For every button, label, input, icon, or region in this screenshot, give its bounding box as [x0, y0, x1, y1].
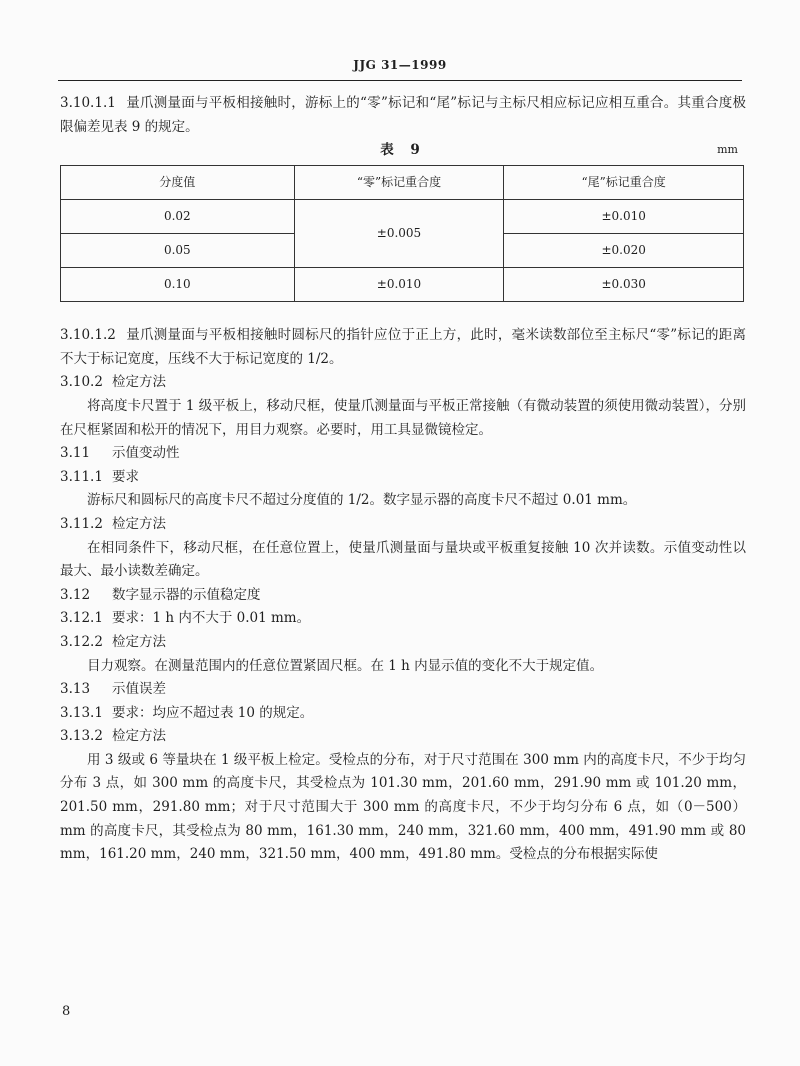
- heading-title: 检定方法: [112, 374, 166, 391]
- page-number: 8: [62, 1004, 71, 1019]
- heading-3-11: [60, 442, 746, 466]
- heading-title: 检定方法: [112, 515, 166, 532]
- section-number: 3.13.2: [60, 728, 103, 745]
- paragraph-body: 游标尺和圆标尺的高度卡尺不超过分度值的 1/2。数字显示器的高度卡尺不超过 0.01 mm。: [87, 492, 637, 509]
- section-number: 3.11.2: [60, 515, 103, 532]
- section-number: 3.12: [60, 586, 91, 603]
- table-cell: ±0.010: [294, 268, 504, 302]
- section-number: 3.10.2: [60, 374, 103, 391]
- heading-3-12-2: [60, 631, 746, 655]
- heading-3-12-1: [60, 607, 746, 631]
- section-number: 3.11: [60, 445, 91, 462]
- heading-3-12: [60, 584, 746, 608]
- page-content: [60, 92, 746, 867]
- heading-3-11-2: [60, 513, 746, 537]
- table-row: [61, 268, 744, 302]
- section-number: 3.13: [60, 681, 91, 698]
- heading-title: 要求：均应不超过表 10 的规定。: [112, 704, 314, 721]
- paragraph-text: 量爪测量面与平板相接触时，游标上的“零”标记和“尾”标记与主标尺相应标记应相互重合。其重合度极限偏差见表 9 的规定。: [60, 95, 746, 135]
- section-number: 3.13.1: [60, 704, 103, 721]
- table-row: [61, 200, 744, 234]
- paragraph-3-10-1-2: [60, 324, 746, 371]
- table-cell: ±0.020: [504, 234, 744, 268]
- section-number: 3.11.1: [60, 468, 103, 485]
- heading-title: 检定方法: [112, 728, 166, 745]
- table-header-cell: “尾”标记重合度: [504, 166, 744, 200]
- paragraph-body: 在相同条件下，移动尺框，在任意位置上，使量爪测量面与量块或平板重复接触 10 次并读数。示值变动性以最大、最小读数差确定。: [60, 539, 746, 580]
- paragraph-text: 量爪测量面与平板相接触时圆标尺的指针应位于正上方，此时，毫米读数部位至主标尺“零”标记的距离不大于标记宽度，压线不大于标记宽度的 1/2。: [60, 327, 746, 367]
- document-code: JJG 31—1999: [353, 58, 447, 72]
- table-header-row: [61, 166, 744, 200]
- table-9-caption-row: [60, 139, 746, 161]
- table-header-cell: “零”标记重合度: [294, 166, 504, 200]
- heading-title: 示值变动性: [112, 445, 180, 462]
- heading-title: 要求: [112, 468, 139, 485]
- section-number: 3.12.1: [60, 610, 103, 627]
- paragraph-3-10-1-1: [60, 92, 746, 139]
- heading-title: 要求：1 h 内不大于 0.01 mm。: [112, 610, 311, 627]
- section-number: 3.10.1.1: [60, 95, 116, 111]
- section-number: 3.12.2: [60, 633, 103, 650]
- heading-title: 检定方法: [112, 633, 166, 650]
- heading-3-13-1: [60, 702, 746, 726]
- heading-3-13: [60, 678, 746, 702]
- header-rule: [58, 80, 742, 81]
- section-number: 3.10.1.2: [60, 327, 116, 344]
- paragraph-body: 将高度卡尺置于 1 级平板上，移动尺框，使量爪测量面与平板正常接触（有微动装置的须使用微动装置），分别在尺框紧固和松开的情况下，用目力观察。必要时，用工具显微镜检定。: [60, 397, 746, 438]
- table-cell: 0.02: [61, 200, 295, 234]
- table-cell: ±0.010: [504, 200, 744, 234]
- heading-3-11-1: [60, 466, 746, 490]
- heading-title: 示值误差: [112, 681, 166, 698]
- table-9: [60, 165, 744, 302]
- table-9-caption: 表 9: [380, 142, 426, 159]
- table-cell: 0.05: [61, 234, 295, 268]
- table-cell: ±0.030: [504, 268, 744, 302]
- heading-title: 数字显示器的示值稳定度: [112, 586, 261, 603]
- heading-3-13-2: [60, 725, 746, 749]
- table-header-cell: 分度值: [61, 166, 295, 200]
- table-cell: 0.10: [61, 268, 295, 302]
- paragraph-body: 用 3 级或 6 等量块在 1 级平板上检定。受检点的分布，对于尺寸范围在 300 mm 内的高度卡尺，不少于均匀分布 3 点，如 300 mm 的高度卡尺，其受检点为 101.30 mm，201.60 mm，291.90 mm 或 101.20 mm，201.50 mm，291.80 mm；对于尺寸范围大于 300 mm 的高度卡尺，不少于均匀分布 6 点，如（0－500）mm 的高度卡尺，其受检点为 80 mm，161.30 mm，240 mm，321.60 mm，400 mm，491.90 mm 或 80 mm，161.20 mm，240 mm，321.50 mm，400 mm，491.80 mm。受检点的分布根据实际使: [60, 751, 746, 863]
- table-9-unit: mm: [717, 143, 738, 157]
- paragraph-body: 目力观察。在测量范围内的任意位置紧固尺框。在 1 h 内显示值的变化不大于规定值。: [87, 657, 604, 674]
- table-cell-merged: ±0.005: [294, 200, 504, 268]
- heading-3-10-2: [60, 371, 746, 395]
